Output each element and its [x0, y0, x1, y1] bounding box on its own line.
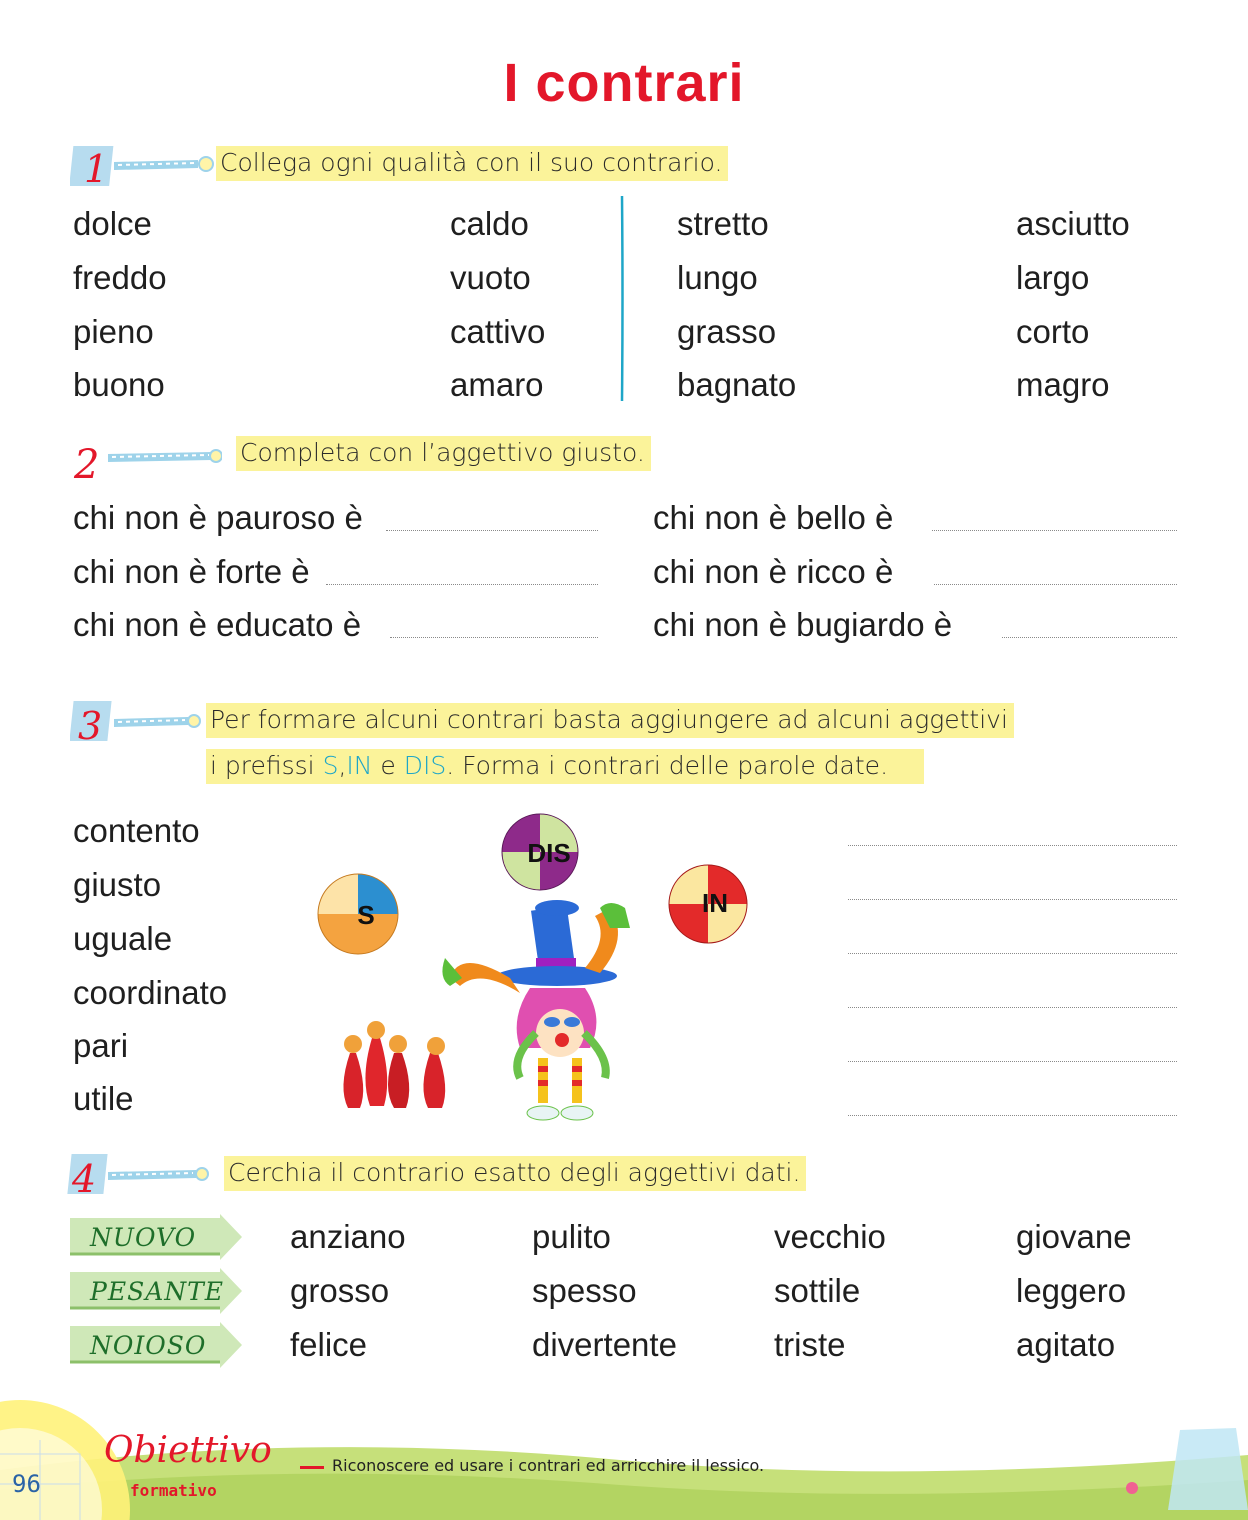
ex4-option[interactable]: anziano — [290, 1218, 406, 1255]
number-badge-icon — [66, 1150, 216, 1202]
ex4-option[interactable]: divertente — [532, 1326, 677, 1363]
footer-dash — [300, 1466, 324, 1469]
ex3-word: contento — [73, 812, 200, 849]
ex3-word: pari — [73, 1027, 129, 1064]
answer-line[interactable] — [1002, 637, 1177, 638]
ex3-word: giusto — [73, 866, 162, 903]
ball-icon — [318, 874, 398, 954]
ex1-word[interactable]: amaro — [450, 366, 544, 403]
answer-line[interactable] — [848, 899, 1177, 900]
ex1-word[interactable]: cattivo — [450, 313, 546, 350]
answer-line[interactable] — [934, 584, 1177, 585]
ex4-label: NOIOSO — [90, 1331, 207, 1360]
ex4-option[interactable]: grosso — [290, 1272, 390, 1309]
ex1-word[interactable]: freddo — [73, 259, 167, 296]
ex1-word[interactable]: buono — [73, 366, 165, 403]
answer-line[interactable] — [848, 1061, 1177, 1062]
ex4-option[interactable]: agitato — [1016, 1326, 1116, 1363]
answer-line[interactable] — [326, 584, 598, 585]
ex4-option[interactable]: spesso — [532, 1272, 637, 1309]
ex2-instruction: Completa con l’aggettivo giusto. — [236, 436, 651, 471]
ex2-sentence: chi non è pauroso è — [73, 499, 363, 536]
ex4-instruction: Cerchia il contrario esatto degli aggettivi dati. — [224, 1156, 806, 1191]
ex1-word[interactable]: magro — [1016, 366, 1110, 403]
ex4-option[interactable]: pulito — [532, 1218, 611, 1255]
ex2-sentence: chi non è bello è — [653, 499, 894, 536]
ex4-option[interactable]: vecchio — [774, 1218, 886, 1255]
ex4-label: NUOVO — [90, 1223, 197, 1252]
ex1-instruction: Collega ogni qualità con il suo contrario. — [216, 146, 728, 181]
ex2-sentence: chi non è ricco è — [653, 553, 894, 590]
ex4-option[interactable]: giovane — [1016, 1218, 1132, 1255]
answer-line[interactable] — [386, 530, 598, 531]
ex1-word[interactable]: pieno — [73, 313, 154, 350]
ex4-label-arrow — [70, 1322, 245, 1368]
brand-logo: Obiettivo — [104, 1430, 272, 1471]
ex1-word[interactable]: bagnato — [677, 366, 797, 403]
prefix-s: S — [322, 751, 339, 780]
badge-number: 1 — [84, 147, 109, 191]
ex1-word[interactable]: asciutto — [1016, 205, 1130, 242]
ex4-option[interactable]: felice — [290, 1326, 368, 1363]
answer-line[interactable] — [390, 637, 598, 638]
ex1-word[interactable]: lungo — [677, 259, 758, 296]
brand-subtitle: formativo — [130, 1481, 217, 1500]
ex1-word[interactable]: stretto — [677, 205, 769, 242]
ex1-word[interactable]: dolce — [73, 205, 152, 242]
ex4-label-arrow — [70, 1268, 245, 1314]
ex3-word: utile — [73, 1080, 134, 1117]
badge-number: 2 — [74, 442, 100, 484]
prefix-dis: DIS — [403, 751, 447, 780]
answer-line[interactable] — [848, 1007, 1177, 1008]
divider-line — [620, 196, 624, 401]
ex4-option[interactable]: leggero — [1016, 1272, 1127, 1309]
ex1-word[interactable]: vuoto — [450, 259, 531, 296]
ball-label: S — [357, 900, 375, 930]
answer-line[interactable] — [848, 953, 1177, 954]
ex3-word: uguale — [73, 920, 173, 957]
ex3-word: coordinato — [73, 974, 228, 1011]
footer-objective: Riconoscere ed usare i contrari ed arricchire il lessico. — [332, 1456, 765, 1475]
answer-line[interactable] — [932, 530, 1177, 531]
number-badge-icon — [72, 432, 222, 484]
ex1-word[interactable]: corto — [1016, 313, 1090, 350]
ex1-word[interactable]: grasso — [677, 313, 777, 350]
ex2-sentence: chi non è educato è — [73, 606, 362, 643]
ex2-sentence: chi non è forte è — [73, 553, 310, 590]
badge-number: 4 — [72, 1157, 97, 1201]
badge-number: 3 — [78, 704, 103, 748]
ex4-option[interactable]: triste — [774, 1326, 846, 1363]
ex1-word[interactable]: caldo — [450, 205, 529, 242]
ex4-option[interactable]: sottile — [774, 1272, 861, 1309]
ex2-sentence: chi non è bugiardo è — [653, 606, 953, 643]
bowling-pin-icon — [343, 1021, 445, 1108]
page-number: 96 — [12, 1470, 41, 1498]
ball-icon — [502, 814, 578, 890]
ball-label: IN — [702, 888, 728, 918]
ex3-instruction-line1: Per formare alcuni contrari basta aggiungere ad alcuni aggettivi — [206, 703, 1014, 738]
answer-line[interactable] — [848, 845, 1177, 846]
ball-label: DIS — [527, 838, 571, 868]
number-badge-icon — [70, 140, 220, 192]
clown-illustration — [310, 808, 760, 1128]
answer-line[interactable] — [848, 1115, 1177, 1116]
prefix-in: IN — [346, 751, 373, 780]
ball-icon — [669, 865, 747, 943]
ex3-instruction-line2: i prefissi S,IN e DIS. Forma i contrari delle parole date. — [206, 749, 924, 784]
clown-icon — [442, 900, 630, 1120]
number-badge-icon — [70, 697, 220, 749]
ex4-label: PESANTE — [90, 1277, 225, 1306]
ex4-label-arrow — [70, 1214, 245, 1260]
ex1-word[interactable]: largo — [1016, 259, 1090, 296]
page-title: I contrari — [503, 53, 745, 113]
